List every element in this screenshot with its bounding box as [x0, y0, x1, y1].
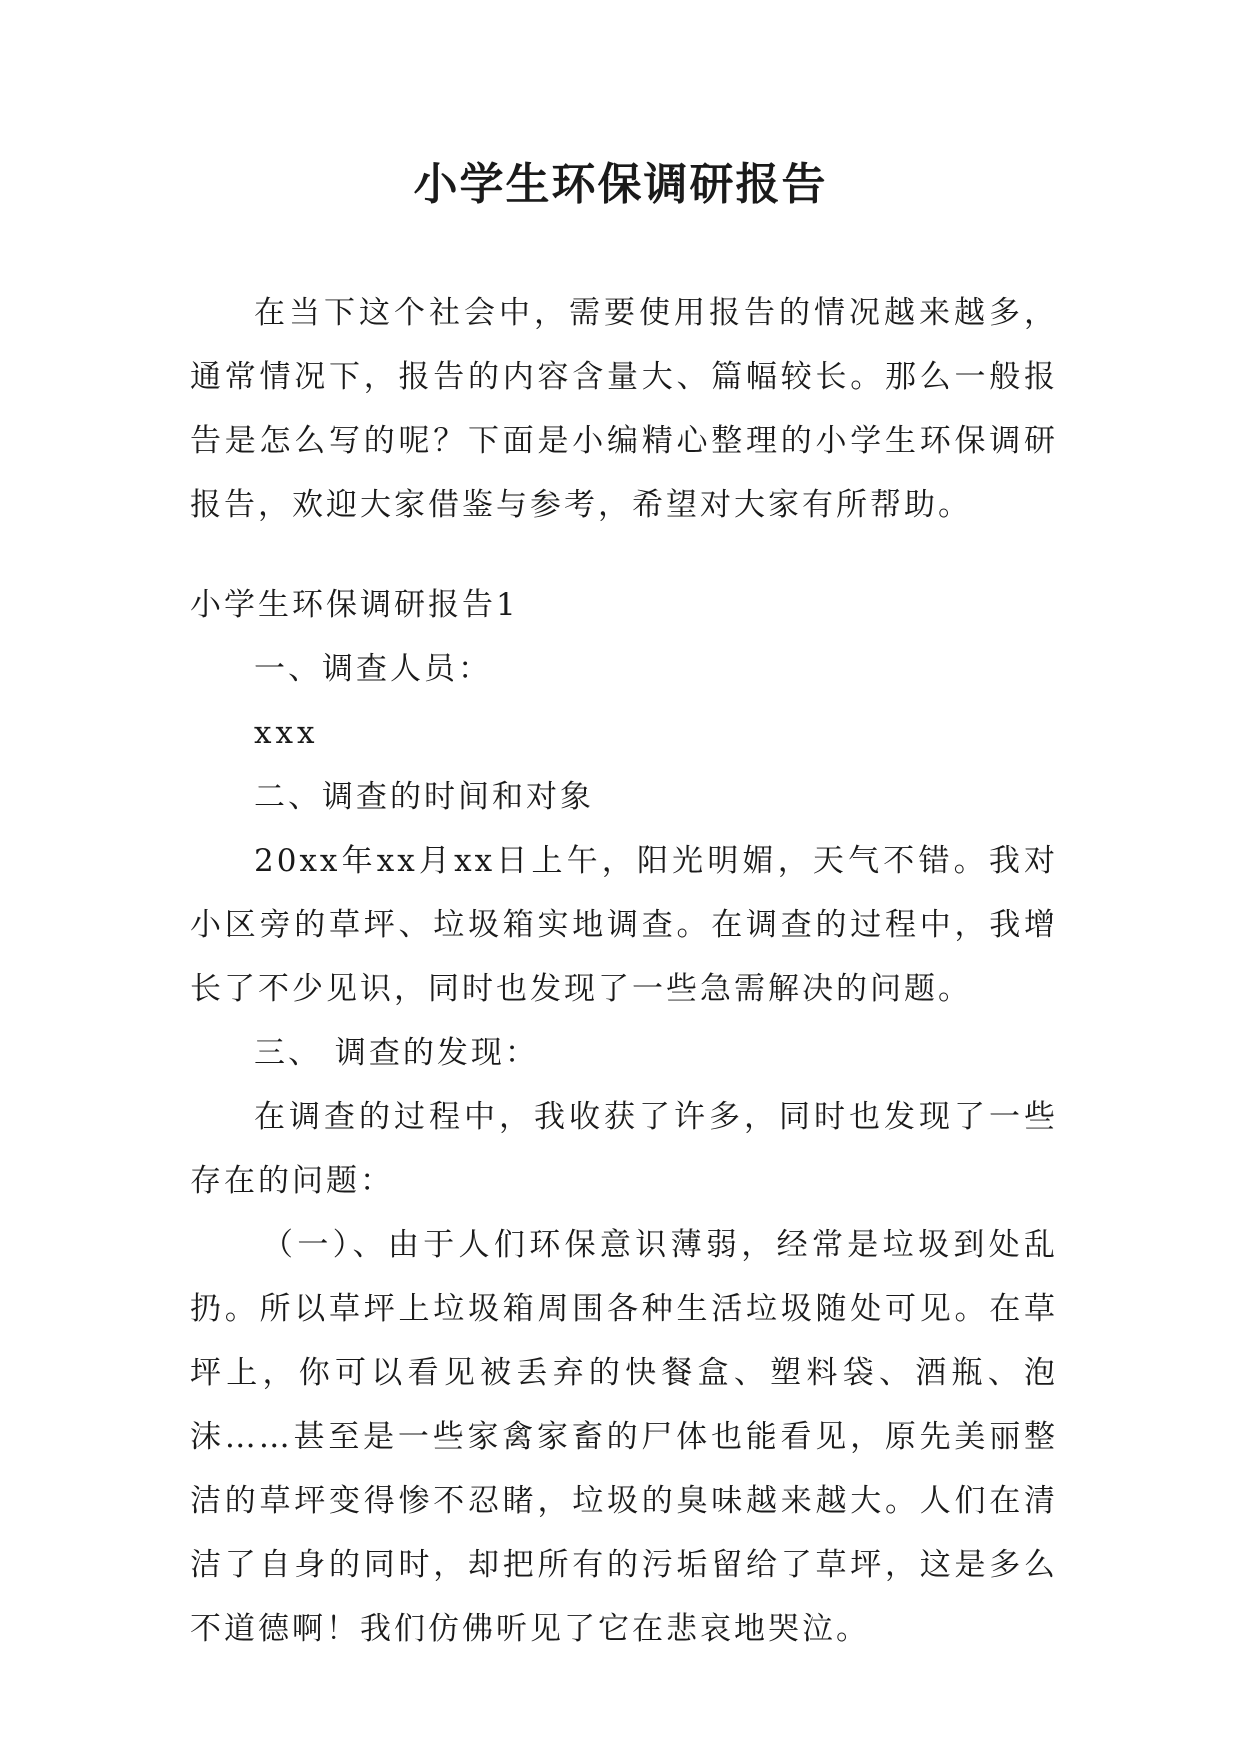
time-object-paragraph: 20xx年xx月xx日上午，阳光明媚，天气不错。我对小区旁的草坪、垃圾箱实地调查。在调查的过程中，我增长了不少见识，同时也发现了一些急需解决的问题。: [190, 843, 1058, 1007]
investigator-heading: 一、调查人员：: [254, 651, 492, 687]
findings-heading: 三、 调查的发现：: [254, 1035, 539, 1071]
finding-one-paragraph: （一）、由于人们环保意识薄弱，经常是垃圾到处乱扔。所以草坪上垃圾箱周围各种生活垃圾随处可见。在草坪上，你可以看见被丢弃的快餐盒、塑料袋、酒瓶、泡沫……甚至是一些家禽家畜的尸体也能看见，原先美丽整洁的草坪变得惨不忍睹，垃圾的臭味越来越大。人们在清洁了自身的同时，却把所有的污垢留给了草坪，这是多么不道德啊！我们仿佛听见了它在悲哀地哭泣。: [190, 1227, 1058, 1647]
section-heading: 小学生环保调研报告1: [190, 587, 519, 623]
investigator-value: xxx: [254, 715, 319, 751]
intro-block: [190, 281, 1058, 537]
report-body: [190, 573, 1058, 1661]
findings-intro-paragraph: 在调查的过程中，我收获了许多，同时也发现了一些存在的问题：: [190, 1099, 1058, 1199]
document-title: 小学生环保调研报告: [413, 159, 828, 210]
time-object-heading: 二、调查的时间和对象: [254, 779, 594, 815]
intro-paragraph: 在当下这个社会中，需要使用报告的情况越来越多，通常情况下，报告的内容含量大、篇幅较长。那么一般报告是怎么写的呢？下面是小编精心整理的小学生环保调研报告，欢迎大家借鉴与参考，希望对大家有所帮助。: [190, 295, 1058, 523]
